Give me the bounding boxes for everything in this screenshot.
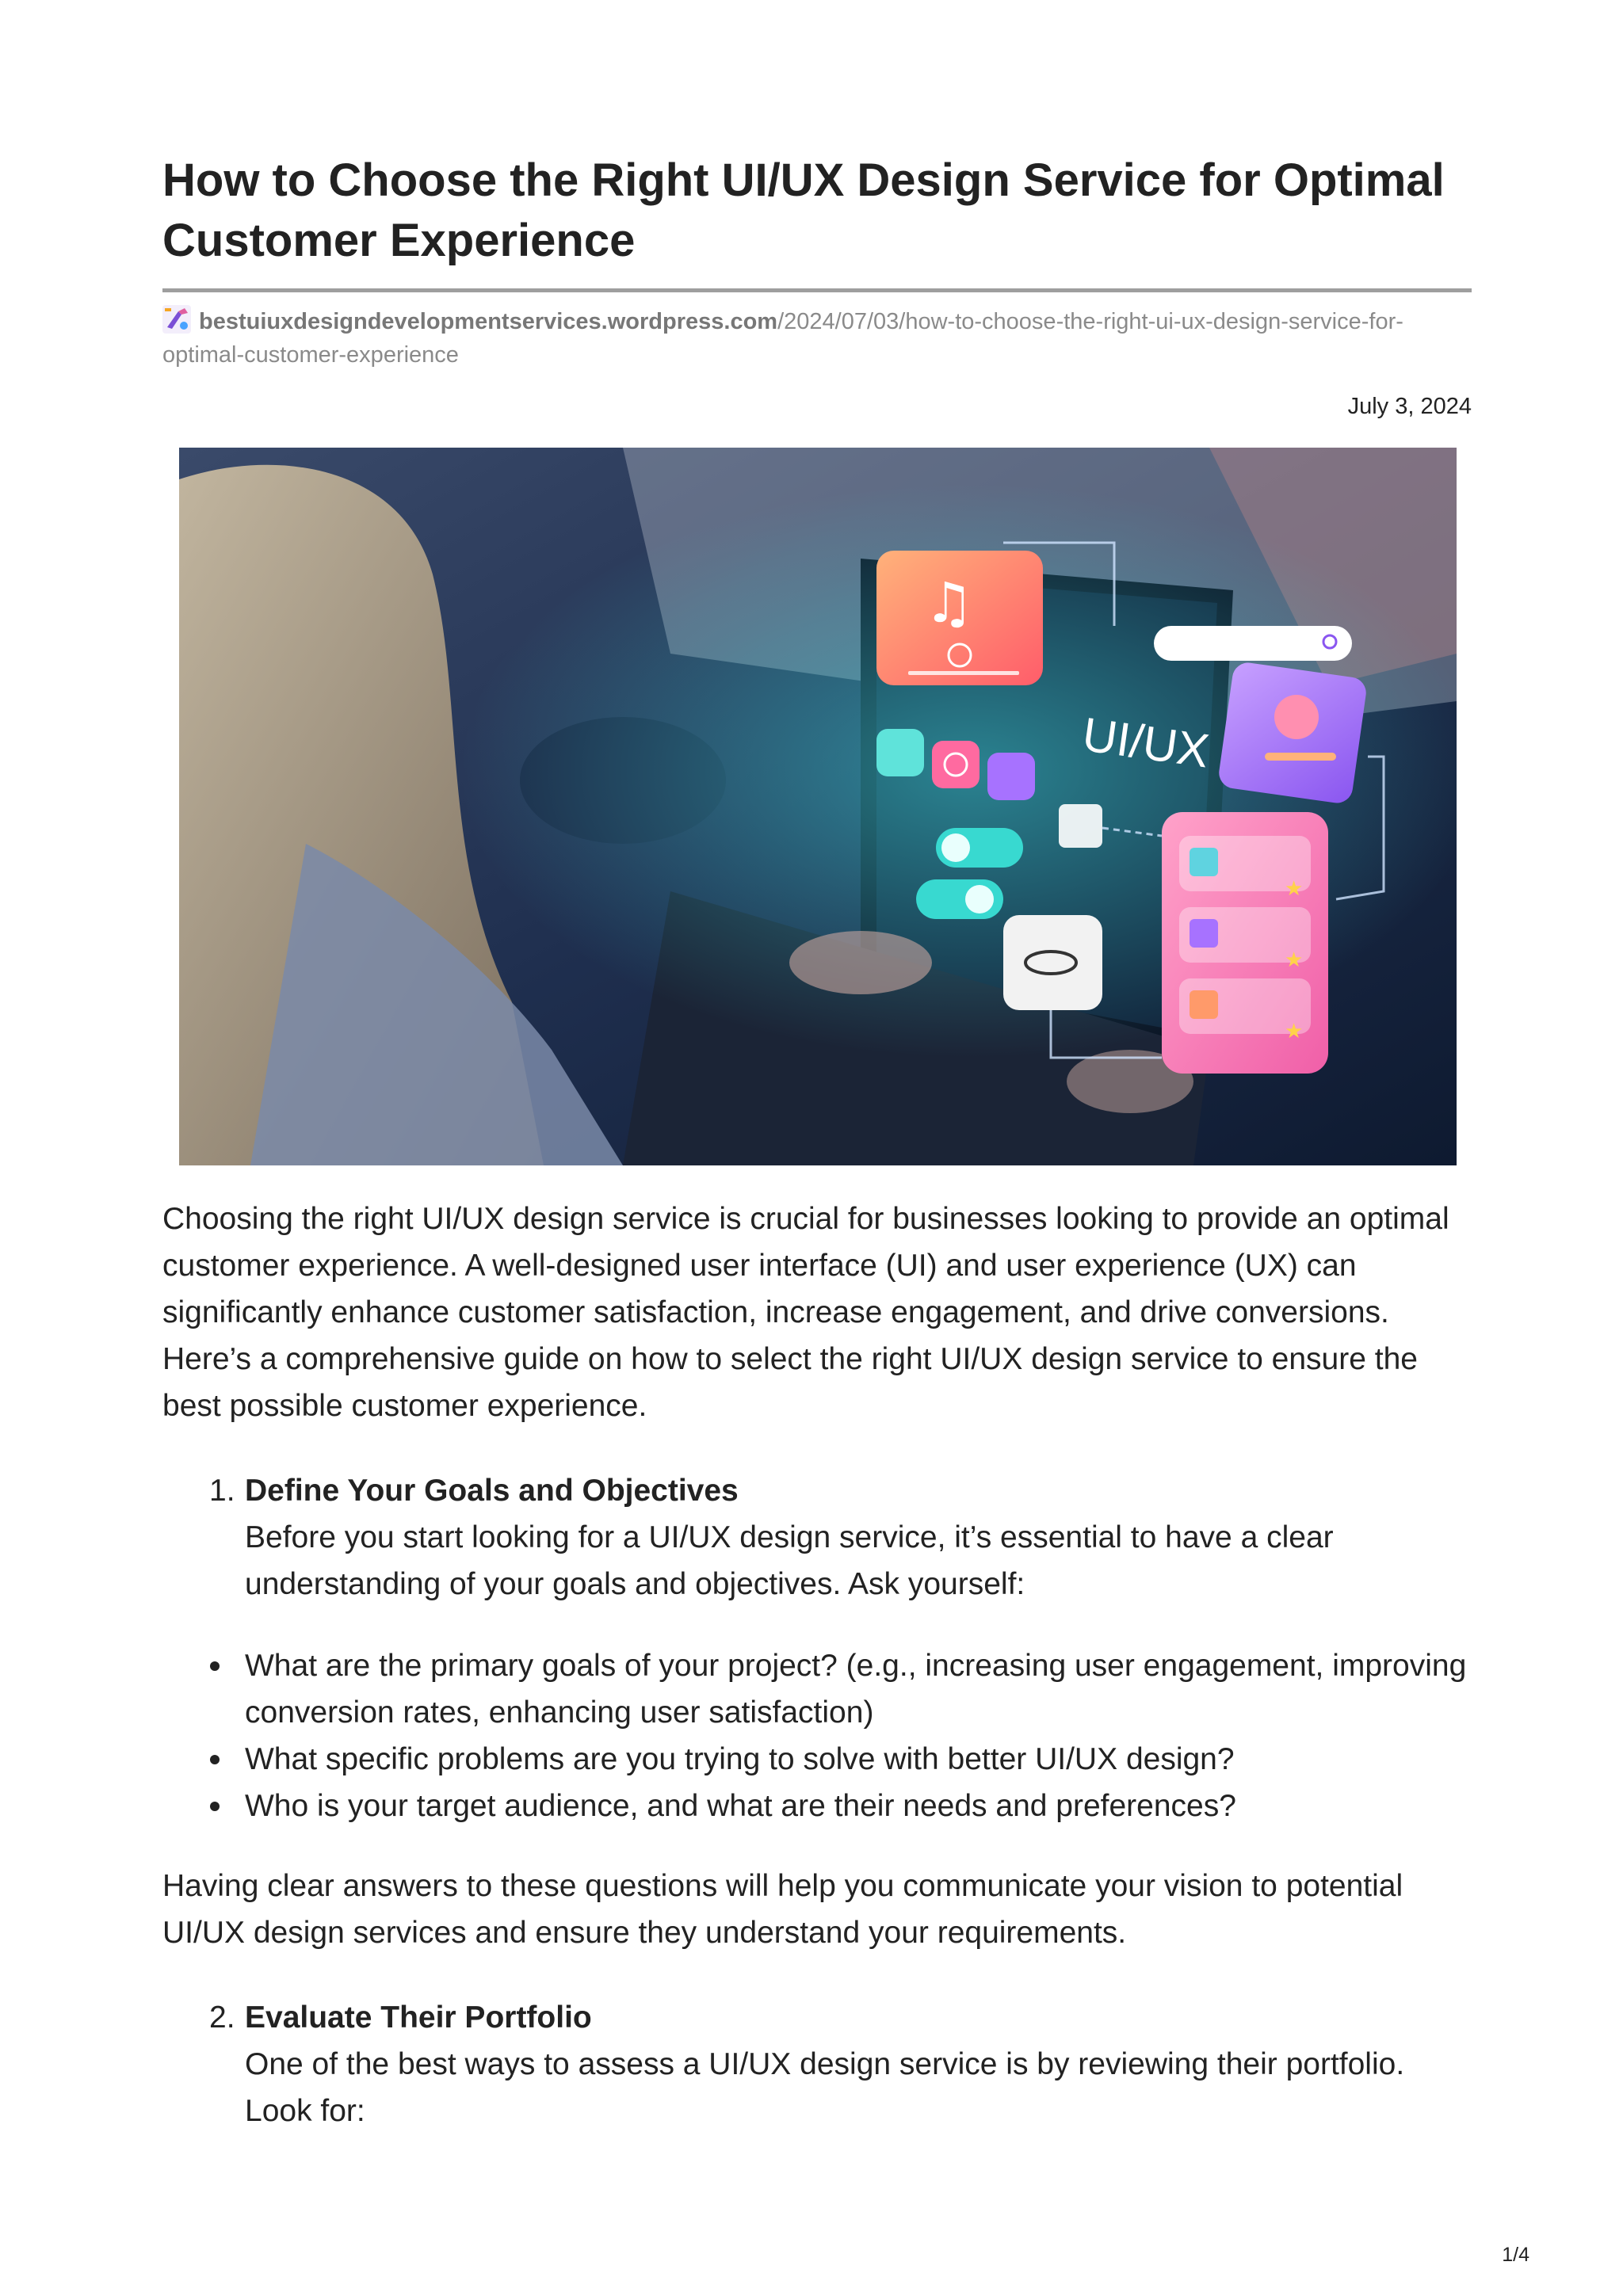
step-item xyxy=(209,1467,1472,1608)
list-item-text: Who is your target audience, and what are their needs and preferences? xyxy=(245,1789,1236,1823)
list-item-text: What specific problems are you trying to solve with better UI/UX design? xyxy=(245,1742,1235,1776)
page-number: 1/4 xyxy=(1502,2244,1529,2266)
bullet-icon xyxy=(210,1661,220,1671)
hero-photo-icon xyxy=(179,448,1457,1165)
source-path[interactable]: /2024/07/03/how-to-choose-the-right-ui-ux-design-service-for-optimal-customer-experience xyxy=(162,309,1403,368)
publish-date: July 3, 2024 xyxy=(1347,394,1472,419)
hero-overlay-text: UI/UX xyxy=(1079,707,1212,778)
site-favicon-icon xyxy=(162,305,191,334)
list-item xyxy=(245,1783,1472,1829)
step-title: Evaluate Their Portfolio xyxy=(245,2000,592,2035)
step-title: Define Your Goals and Objectives xyxy=(245,1474,739,1508)
list-item-text: What are the primary goals of your project? (e.g., increasing user engagement, improving conversion rates, enhancing user satisfaction) xyxy=(245,1649,1467,1730)
source-domain[interactable]: bestuiuxdesigndevelopmentservices.wordpress.com xyxy=(199,309,778,334)
article-title: How to Choose the Right UI/UX Design Service for Optimal Customer Experience xyxy=(162,154,1445,266)
step-list-2 xyxy=(162,1994,1472,2134)
step-list-1 xyxy=(162,1467,1472,1608)
intro-paragraph: Choosing the right UI/UX design service is crucial for businesses looking to provide an optimal customer experience. A well-designed user interface (UI) and user experience (UX) can significantly enhance customer satisfaction, increase engagement, and drive conversions. Here’s a comprehensive guide on how to select the right UI/UX design service to ensure the best possible customer experience. xyxy=(162,1202,1449,1423)
title-divider xyxy=(162,288,1472,292)
list-item xyxy=(245,1736,1472,1783)
step-number: 1. xyxy=(209,1474,235,1508)
step-text: One of the best ways to assess a UI/UX design service is by reviewing their portfolio. Look for: xyxy=(245,2047,1405,2128)
article xyxy=(162,151,1472,2134)
step-text: Before you start looking for a UI/UX design service, it’s essential to have a clear understanding of your goals and objectives. Ask yourself: xyxy=(245,1520,1334,1601)
bullet-icon xyxy=(210,1755,220,1764)
hero-image xyxy=(179,448,1457,1165)
step-item xyxy=(209,1994,1472,2134)
svg-text:♫: ♫ xyxy=(924,570,974,635)
svg-text:★: ★ xyxy=(1285,948,1304,972)
list-item xyxy=(245,1642,1472,1736)
step-number: 2. xyxy=(209,2000,235,2035)
svg-text:★: ★ xyxy=(1285,877,1304,901)
question-list xyxy=(162,1642,1472,1829)
svg-text:★: ★ xyxy=(1285,1020,1304,1043)
conclusion-paragraph: Having clear answers to these questions will help you communicate your vision to potential UI/UX design services and ensure they understand your requirements. xyxy=(162,1869,1403,1950)
bullet-icon xyxy=(210,1802,220,1811)
source-link[interactable] xyxy=(162,305,1472,372)
